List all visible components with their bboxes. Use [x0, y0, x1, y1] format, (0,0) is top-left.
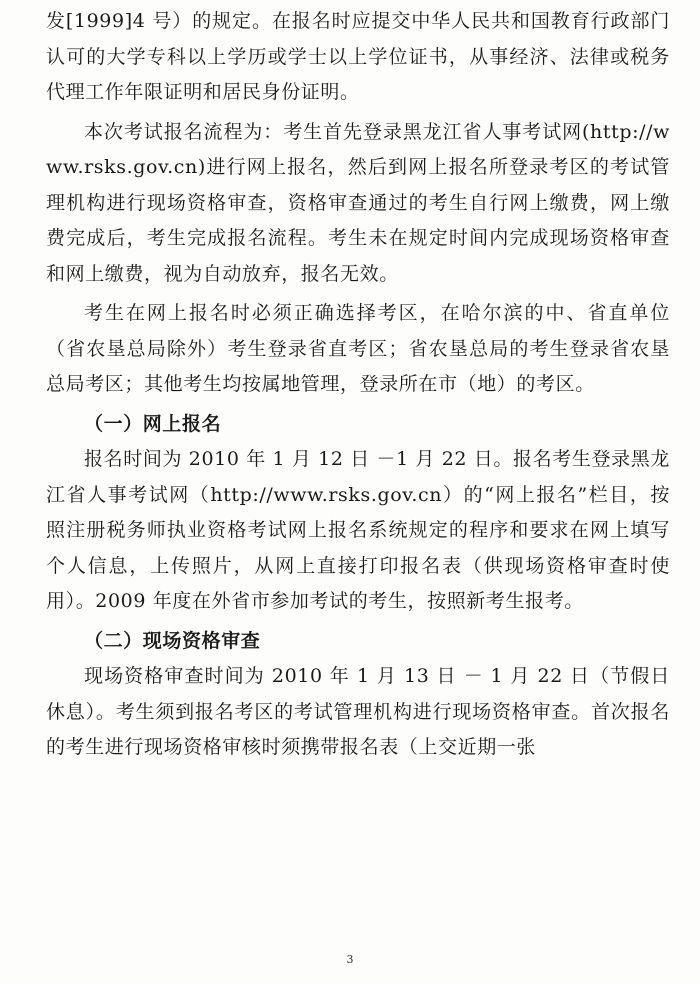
paragraph-registration-process: 本次考试报名流程为：考生首先登录黑龙江省人事考试网(http://www.rsks.gov.cn)进行网上报名，然后到网上报名所登录考区的考试管理机构进行现场资格审查，资格审查通过的考生自行网上缴费，网上缴费完成后，考生完成报名流程。考生未在规定时间内完成现场资格审查和网上缴费，视为自动放弃，报名无效。 — [46, 120, 670, 285]
paragraph-continuation: 发[1999]4 号）的规定。在报名时应提交中华人民共和国教育行政部门认可的大学专科以上学历或学士以上学位证书，从事经济、法律或税务代理工作年限证明和居民身份证明。 — [46, 10, 670, 103]
paragraph-exam-district: 考生在网上报名时必须正确选择考区，在哈尔滨的中、省直单位（省农垦总局除外）考生登录省直考区；省农垦总局的考生登录省农垦总局考区；其他考生均按属地管理，登录所在市（地）的考区。 — [46, 302, 670, 395]
paragraph-online-registration: 报名时间为 2010 年 1 月 12 日 －1 月 22 日。报名考生登录黑龙江省人事考试网（http://www.rsks.gov.cn）的“网上报名”栏目，按照注册税务师执业资格考试网上报名系统规定的程序和要求在网上填写个人信息，上传照片，从网上直接打印报名表（供现场资格审查时使用）。2009 年度在外省市参加考试的考生，按照新考生报考。 — [46, 448, 670, 612]
section-heading-qualification-review: （二）现场资格审查 — [84, 629, 261, 652]
paragraph-qualification-review: 现场资格审查时间为 2010 年 1 月 13 日 － 1 月 22 日（节假日休息）。考生须到报名考区的考试管理机构进行现场资格审查。首次报名的考生进行现场资格审核时须携带报名表（上交近期一张 — [46, 665, 670, 758]
section-heading-online-registration: （一）网上报名 — [84, 412, 222, 435]
page-number: 3 — [346, 953, 354, 966]
